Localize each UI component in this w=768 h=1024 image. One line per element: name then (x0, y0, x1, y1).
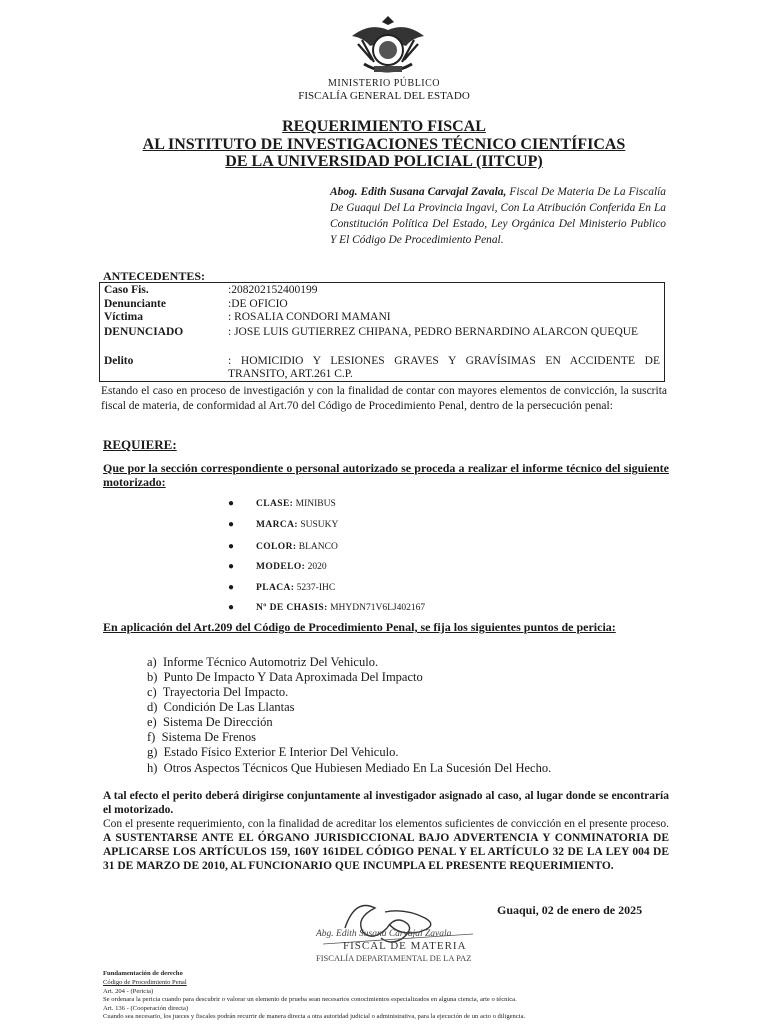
stamp-role: FISCAL DE MATERIA (343, 940, 467, 952)
warning-intro: Con el presente requerimiento, con la finalidad de acreditar los elementos suficientes de convicción en el presente proceso. (103, 818, 669, 830)
vehicle-chassis-value: MHYDN71V6LJ402167 (330, 603, 426, 613)
point-item (147, 655, 378, 670)
vehicle-chassis-label: Nº DE CHASIS: (256, 603, 328, 613)
point-item (147, 745, 398, 760)
crime-value: : HOMICIDIO Y LESIONES GRAVES Y GRAVÍSIMAS EN ACCIDENTE DE TRANSITO, ART.261 C.P. (228, 355, 660, 380)
expert-instruction: A tal efecto el perito deberá dirigirse conjuntamente al investigador asignado al caso, al lugar donde se encontraría el motorizado. (103, 790, 669, 816)
point-item (147, 730, 256, 745)
title-line-1: REQUERIMIENTO FISCAL (282, 118, 486, 135)
vehicle-brand-label: MARCA: (256, 520, 298, 530)
issue-date: Guaqui, 02 de enero de 2025 (497, 903, 643, 917)
coat-of-arms-icon (344, 14, 432, 84)
vehicle-color-label: COLOR: (256, 542, 297, 552)
point-letter: h) (147, 761, 158, 775)
vehicle-plate-value: 5237-IHC (296, 583, 336, 593)
bullet-icon: ● (228, 602, 235, 613)
point-letter: g) (147, 745, 158, 759)
vehicle-model-label: MODELO: (256, 562, 306, 572)
accused-value: : JOSE LUIS GUTIERREZ CHIPANA, PEDRO BERNARDINO ALARCON QUEQUE (228, 326, 639, 338)
point-text: Trayectoria Del Impacto. (162, 685, 289, 699)
vehicle-brand-value: SUSUKY (300, 520, 339, 530)
point-text: Condición De Las Llantas (163, 700, 295, 714)
footer-art-2: Art. 136 - (Cooperación directa) (103, 1005, 189, 1012)
warning-paragraph (103, 817, 669, 873)
stamp-office: FISCALÍA DEPARTAMENTAL DE LA PAZ (316, 953, 472, 963)
point-text: Informe Técnico Automotriz Del Vehiculo. (162, 655, 379, 669)
point-text: Sistema De Frenos (161, 730, 257, 744)
complainant-value: :DE OFICIO (228, 298, 288, 310)
title-line-2: AL INSTITUTO DE INVESTIGACIONES TÉCNICO CIENTÍFICAS (142, 136, 626, 153)
crime-label: Delito (104, 355, 134, 367)
point-text: Otros Aspectos Técnicos Que Hubiesen Mediado En La Sucesión Del Hecho. (163, 761, 552, 775)
point-item (147, 715, 273, 730)
title-line-3: DE LA UNIVERSIDAD POLICIAL (IITCUP) (225, 153, 543, 170)
footer-code: Código de Procedimiento Penal (103, 979, 187, 986)
office-name: FISCALÍA GENERAL DEL ESTADO (298, 90, 470, 102)
point-item (147, 700, 295, 715)
stamp-name: Abg. Edith Susana Carvajal Zavala (316, 929, 452, 939)
prosecutor-name: Abog. Edith Susana Carvajal Zavala, (330, 186, 507, 198)
bullet-icon: ● (228, 498, 235, 509)
point-item (147, 685, 288, 700)
point-item (147, 670, 423, 685)
point-letter: e) (147, 715, 157, 729)
footer-art-1-text: Se ordenara la pericia cuando para descubrir o valorar un elemento de prueba sean necesarios conocimientos especializados en alguna ciencia, arte o técnica. (103, 996, 517, 1003)
footer-art-2-text: Cuando sea necesario, los jueces y fiscales podrán recurrir de manera directa a otra autoridad judicial o administrativa, para la ejecución de un acto o diligencia. (103, 1013, 526, 1020)
bullet-icon: ● (228, 582, 235, 593)
case-number-label: Caso Fis. (104, 284, 149, 296)
ministry-name: MINISTERIO PÚBLICO (327, 78, 441, 89)
bullet-icon: ● (228, 519, 235, 530)
vehicle-color-value: BLANCO (298, 542, 338, 552)
point-letter: b) (147, 670, 158, 684)
vehicle-class (256, 499, 336, 509)
point-letter: a) (147, 655, 157, 669)
bullet-icon: ● (228, 541, 235, 552)
vehicle-class-label: CLASE: (256, 499, 294, 509)
point-text: Punto De Impacto Y Data Aproximada Del Impacto (163, 670, 423, 684)
case-number-value: :208202152400199 (228, 284, 318, 296)
prosecutor-attributions: Fiscal De Materia De La Fiscalía De Guaqui Del La Provincia Ingavi, Con La Atribución Conferida En La Constitución Política Del Estado, Ley Orgánica Del Ministerio Publico Y El Código De Procedimiento Penal. (330, 186, 666, 246)
footer-heading: Fundamentación de derecho (103, 970, 183, 977)
vehicle-plate (256, 583, 335, 593)
application-text: En aplicación del Art.209 del Código de Procedimiento Penal, se fija los siguientes puntos de pericia: (103, 620, 616, 634)
footer-art-1: Art. 204 - (Pericia) (103, 988, 154, 995)
requiere-heading: REQUIERE: (103, 437, 177, 452)
vehicle-plate-label: PLACA: (256, 583, 295, 593)
vehicle-model-value: 2020 (307, 562, 327, 572)
vehicle-class-value: MINIBUS (295, 499, 336, 509)
vehicle-chassis (256, 603, 425, 613)
vehicle-color (256, 542, 338, 552)
complainant-label: Denunciante (104, 298, 166, 310)
point-text: Sistema De Dirección (162, 715, 273, 729)
vehicle-model (256, 562, 327, 572)
warning-bold: A SUSTENTARSE ANTE EL ÓRGANO JURISDICCIONAL BAJO ADVERTENCIA Y CONMINATORIA DE APLICARSE LOS ARTÍCULOS 159, 160Y 161DEL CÓDIGO PENAL Y EL ARTÍCULO 32 DE LA LEY 004 DE 31 DE MARZO DE 2010, AL FUNCIONARIO QUE INCUMPLA EL PRESENTE REQUERIMIENTO. (103, 832, 669, 872)
context-paragraph: Estando el caso en proceso de investigación y con la finalidad de contar con mayores elementos de convicción, la suscrita fiscal de materia, de conformidad al Art.70 del Código de Procedimiento Penal, dentro de la persecución penal: (101, 385, 667, 412)
vehicle-brand (256, 520, 338, 530)
point-letter: c) (147, 685, 157, 699)
point-letter: d) (147, 700, 158, 714)
bullet-icon: ● (228, 561, 235, 572)
prosecutor-intro (330, 184, 666, 248)
victim-value: : ROSALIA CONDORI MAMANI (228, 311, 391, 323)
point-item (147, 761, 551, 776)
antecedentes-heading: ANTECEDENTES: (103, 269, 206, 283)
victim-label: Víctima (104, 311, 143, 323)
point-text: Estado Físico Exterior E Interior Del Vehiculo. (163, 745, 399, 759)
requiere-text: Que por la sección correspondiente o personal autorizado se proceda a realizar el informe técnico del siguiente motorizado: (103, 461, 669, 489)
point-letter: f) (147, 730, 156, 744)
accused-label: DENUNCIADO (104, 326, 184, 338)
